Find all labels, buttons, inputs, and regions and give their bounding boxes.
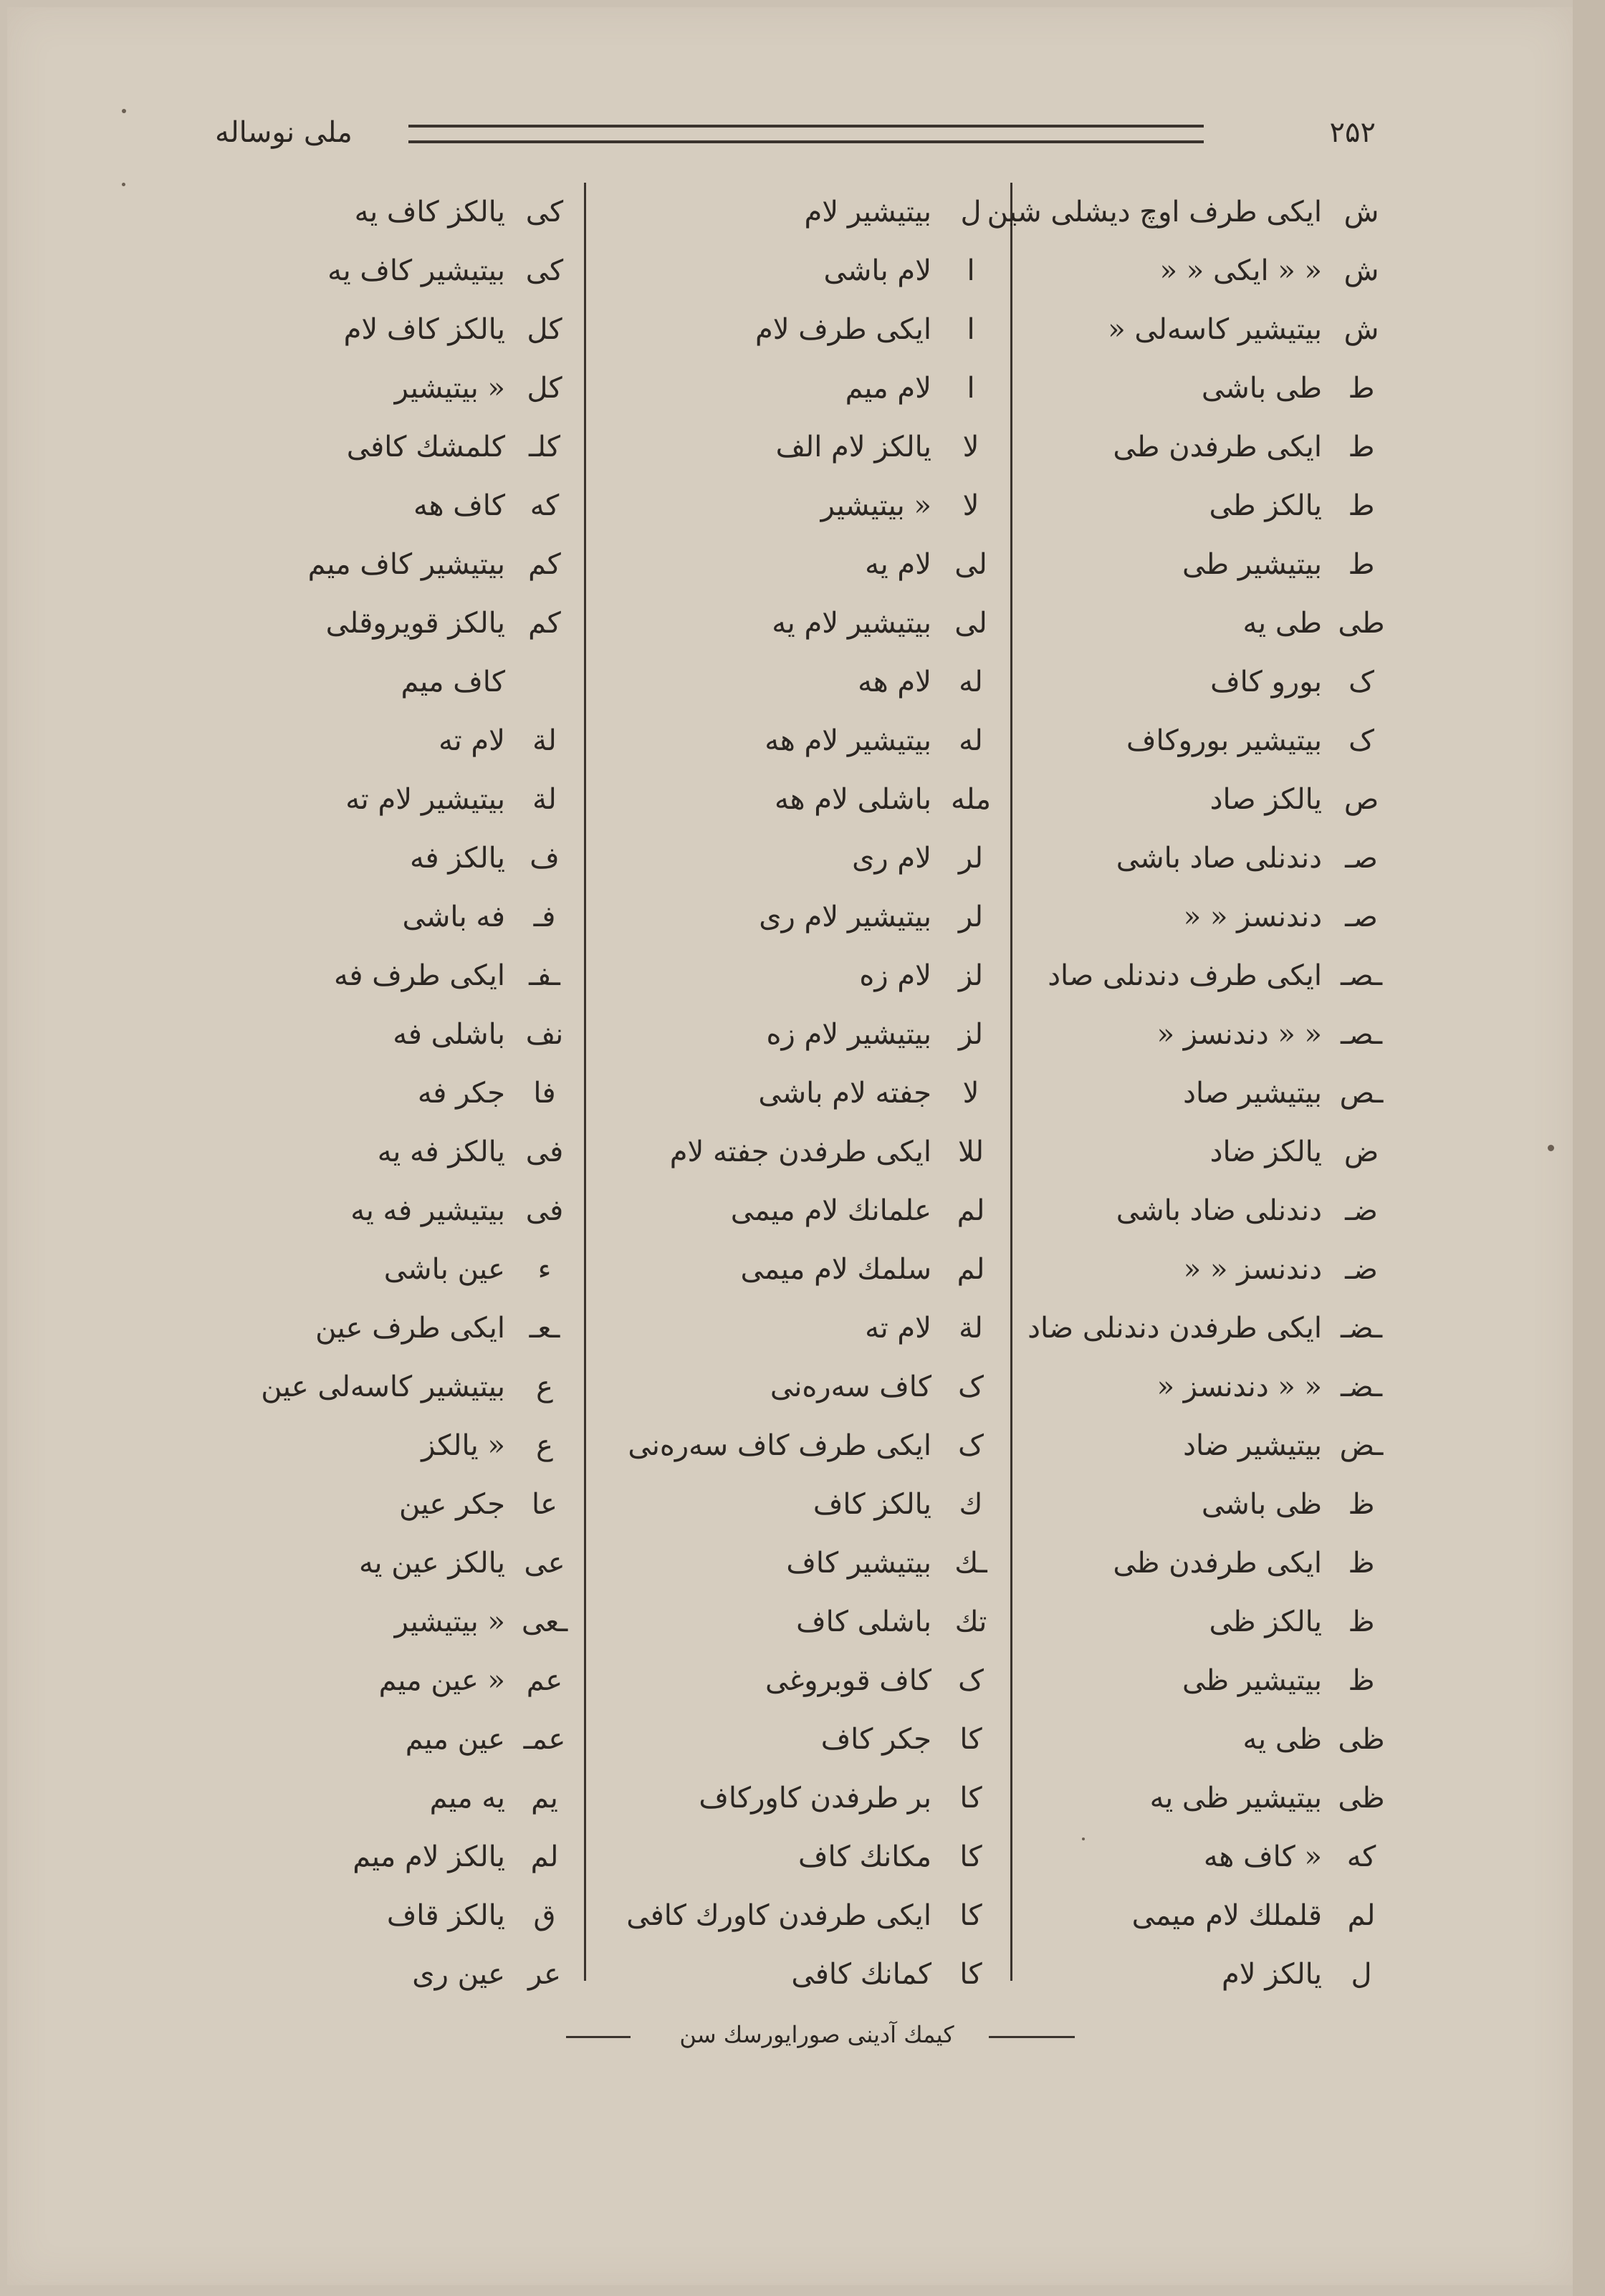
entry-row [613,1945,1000,2004]
ligature-description: بیتیشیر کاسه‌لی عین [261,1370,505,1403]
ligature-description: یه میم [429,1782,505,1815]
ligature-glyph: کلـ [528,431,560,463]
entry-row [1025,946,1390,1005]
entry-row [613,653,1000,711]
ligature-glyph: کی [525,196,564,229]
ligature-glyph: عر [528,1958,561,1991]
ligature-glyph: ظ [1348,1664,1375,1697]
ligature-description: « کاف هه [1203,1840,1322,1873]
ligature-glyph: عی [524,1547,565,1580]
entry-row [215,300,573,359]
ligature-glyph: ط [1348,548,1375,581]
ligature-description: « یالکز [421,1429,505,1462]
entry-row [1025,1710,1390,1769]
ligature-description: یالکز فه یه [377,1135,505,1168]
entry-row [215,1593,573,1651]
ligature-description: یالکز لام [1222,1958,1322,1991]
ligature-description: لام یه [865,548,931,581]
ligature-glyph: ظ [1348,1605,1375,1638]
column-middle [613,183,1000,1991]
entry-row [1025,1886,1390,1945]
ligature-description: بیتیشیر طی [1182,548,1322,581]
entry-row [215,594,573,653]
ligature-glyph: لر [958,842,984,875]
ligature-glyph: مله [950,783,992,816]
ligature-description: جکر عین [399,1488,505,1521]
ligature-description: ایکی طرف عین [315,1312,505,1345]
ligature-glyph: تك [954,1605,987,1638]
ligature-glyph: ک [958,1429,984,1462]
entry-row [613,711,1000,770]
ligature-glyph: ظ [1348,1488,1375,1521]
ligature-glyph: ک [958,1664,984,1697]
entry-row [215,1358,573,1416]
entry-row [215,1710,573,1769]
entry-row [613,300,1000,359]
ligature-glyph: ک [958,1370,984,1403]
ligature-glyph: لز [958,1018,984,1051]
entry-row [1025,1651,1390,1710]
entry-row [1025,418,1390,476]
entry-row [1025,653,1390,711]
ligature-description: بیتیشیر لام ته [345,783,505,816]
ligature-description: ایکی طرفدن کاورك کافی [626,1899,931,1932]
entry-row [1025,300,1390,359]
ligature-glyph: لی [954,607,987,640]
ligature-glyph: عا [531,1488,558,1521]
ligature-description: بیتیشیر کاف میم [307,548,505,581]
ligature-glyph: ـصـ [1340,1018,1383,1051]
ligature-glyph: ـعی [521,1605,568,1638]
entry-row [215,1416,573,1475]
page-edge [1573,0,1605,2296]
ligature-description: ایکی طرفدن ظی [1113,1547,1322,1580]
entry-row [613,1005,1000,1064]
entry-row [215,1651,573,1710]
ligature-glyph: ا [967,313,975,346]
ligature-glyph: کا [959,1782,982,1815]
ligature-description: طی یه [1242,607,1322,640]
ligature-description: بیتیشیر لام زه [766,1018,931,1051]
footer-rule [566,2036,631,2038]
ligature-description: ایکی طرفدن جفته لام [669,1135,931,1168]
entry-row [1025,359,1390,418]
ligature-description: « عین میم [378,1664,505,1697]
entry-row [215,359,573,418]
running-title: ملی نوساله [215,116,353,149]
entry-row [613,1534,1000,1593]
ligature-description: باشلی فه [393,1018,505,1051]
ligature-description: بیتیشیر فه یه [350,1194,505,1227]
ligature-description: لام هه [858,666,931,698]
ligature-glyph: یم [531,1782,558,1815]
ligature-glyph: ـك [954,1547,987,1580]
ligature-glyph: لا [962,431,979,463]
ligature-glyph: ش [1343,196,1379,229]
entry-row [1025,476,1390,535]
ligature-glyph: لم [957,1253,985,1286]
entry-row [215,1827,573,1886]
ligature-description: ایکی طرف کاف سه‌ره‌نی [628,1429,931,1462]
ligature-glyph: ـضـ [1340,1312,1383,1345]
entry-row [1025,1005,1390,1064]
entry-row [1025,535,1390,594]
ligature-glyph: ف [530,842,560,875]
ligature-glyph: کل [527,372,562,405]
ligature-description: یالکز لام میم [353,1840,505,1873]
ligature-glyph: ط [1348,431,1375,463]
entry-row [613,359,1000,418]
ligature-description: یالکز صاد [1209,783,1322,816]
ligature-description: عین باشی [383,1253,505,1286]
ligature-description: عین ری [412,1958,505,1991]
ligature-description: بیتیشیر بوروکاف [1126,724,1322,757]
ligature-glyph: ق [533,1899,556,1932]
entry-row [215,1475,573,1534]
ligature-description: یالکز فه [410,842,505,875]
ligature-glyph: ا [967,372,975,405]
ligature-glyph: فا [533,1077,556,1110]
ligature-description: یالکز ضاد [1209,1135,1322,1168]
ligature-glyph: ـضـ [1340,1370,1383,1403]
ligature-glyph: لر [958,900,984,933]
entry-row [1025,1416,1390,1475]
ligature-glyph: لم [957,1194,985,1227]
entry-row [215,535,573,594]
ligature-glyph: ط [1348,372,1375,405]
ligature-glyph: لة [532,724,557,757]
ligature-glyph: ش [1343,254,1379,287]
entry-row [613,1123,1000,1181]
ligature-glyph: لی [954,548,987,581]
ligature-description: بیتیشیر لام ری [759,900,931,933]
entry-row [1025,241,1390,300]
ligature-description: ایکی طرفدن طی [1113,431,1322,463]
ligature-description: قلملك لام میمی [1131,1899,1322,1932]
ligature-glyph: عم [526,1664,563,1697]
entry-row [613,1358,1000,1416]
ligature-description: لام زه [859,959,931,992]
ligature-glyph: کا [959,1840,982,1873]
entry-row [1025,1299,1390,1358]
ligature-description: ایکی طرفدن دندنلی ضاد [1027,1312,1322,1345]
ligature-description: سلمك لام میمی [740,1253,931,1286]
entry-row [215,1005,573,1064]
ligature-description: یالکز کاف یه [354,196,505,229]
ligature-description: عین میم [405,1723,505,1756]
header-rule [408,125,1204,143]
entry-row [613,1475,1000,1534]
ligature-description: طی باشی [1201,372,1322,405]
entry-row [215,829,573,888]
ligature-description: بیتیشیر کاسه‌لی « [1108,313,1322,346]
ligature-description: ظی باشی [1201,1488,1322,1521]
ligature-description: یالکز طی [1209,489,1322,522]
entry-row [215,946,573,1005]
entry-row [1025,1827,1390,1886]
ligature-glyph: ل [960,196,982,229]
ligature-description: بیتیشیر ظی یه [1149,1782,1322,1815]
ligature-description: لام ته [439,724,505,757]
entry-row [1025,1358,1390,1416]
ligature-description: بیتیشیر کاف [786,1547,931,1580]
ligature-glyph: فی [525,1135,564,1168]
ligature-description: « بیتیشیر [394,1605,505,1638]
entry-row [215,241,573,300]
entry-row [215,1299,573,1358]
column-right [987,183,1390,1991]
ligature-description: دندنسز « « [1183,1253,1322,1286]
entry-row [613,1769,1000,1827]
ligature-description: علمانك لام میمی [730,1194,931,1227]
entry-row [613,535,1000,594]
ligature-description: یالکز قاف [386,1899,505,1932]
entry-row [1025,829,1390,888]
ligature-description: مکانك کاف [798,1840,931,1873]
ligature-description: کمانك کافی [791,1958,931,1991]
entry-row [215,1945,573,2004]
entry-row [1025,1769,1390,1827]
ligature-description: لام میم [845,372,931,405]
ligature-description: « بیتیشیر [820,489,931,522]
entry-row [613,1240,1000,1299]
ligature-description: یالکز کاف لام [343,313,505,346]
ligature-description: « « ایکی « « [1159,254,1322,287]
ligature-glyph: لة [959,1312,983,1345]
entry-row [613,1710,1000,1769]
entry-row [613,1416,1000,1475]
ligature-description: بر طرفدن کاورکاف [699,1782,931,1815]
entry-row [613,594,1000,653]
ligature-glyph: للا [957,1135,984,1168]
ligature-description: بیتیشیر صاد [1183,1077,1322,1110]
ligature-description: یالکز کاف [813,1488,931,1521]
ligature-description: کاف هه [413,489,505,522]
entry-row [613,1651,1000,1710]
entry-row [613,1593,1000,1651]
ligature-glyph: صـ [1345,900,1378,933]
entry-row [613,770,1000,829]
entry-row [613,946,1000,1005]
ligature-description: ایکی طرف دندنلی صاد [1048,959,1322,992]
ligature-description: ایکی طرف لام [754,313,931,346]
ligature-glyph: کا [959,1899,982,1932]
ligature-glyph: طی [1338,607,1385,640]
entry-row [1025,1064,1390,1123]
ligature-description: کلمشك کافی [346,431,505,463]
ligature-description: « بیتیشیر [394,372,505,405]
ligature-glyph: ع [536,1370,553,1403]
ligature-glyph: لم [530,1840,559,1873]
ligature-glyph: لا [962,1077,979,1110]
ligature-description: « « دندنسز « [1156,1018,1322,1051]
ligature-description: فه باشی [402,900,505,933]
ligature-glyph: ضـ [1345,1253,1378,1286]
entry-row [613,418,1000,476]
ligature-description: جکر کاف [820,1723,931,1756]
ligature-description: دندنلی صاد باشی [1116,842,1322,875]
ligature-glyph: ك [959,1488,983,1521]
entry-row [215,1886,573,1945]
entry-row [215,183,573,241]
ligature-glyph: ـفـ [529,959,560,992]
ligature-glyph: فی [525,1194,564,1227]
entry-row [613,476,1000,535]
entry-row [1025,594,1390,653]
ligature-glyph: کم [528,607,561,640]
ligature-description: ظی یه [1242,1723,1322,1756]
entry-row [987,183,1390,241]
entry-row [613,1299,1000,1358]
ligature-description: باشلی لام هه [775,783,931,816]
entry-row [613,1064,1000,1123]
page-header [215,107,1376,158]
ligature-glyph: لز [958,959,984,992]
column-divider [584,183,586,1981]
page-number: ۲۵۲ [1329,116,1376,149]
ligature-glyph: که [530,489,560,522]
ligature-description: بیتیشیر ظی [1182,1664,1322,1697]
entry-row [215,476,573,535]
ligature-glyph: له [959,666,983,698]
ligature-description: لام ته [865,1312,931,1345]
ligature-glyph: فـ [533,900,556,933]
ligature-description: ایکی طرف اوچ دیشلی شین [987,196,1322,229]
entry-row [613,1181,1000,1240]
ligature-glyph [516,653,573,711]
ligature-description: بیتیشیر کاف یه [327,254,505,287]
ligature-glyph: کم [528,548,561,581]
ligature-description: بیتیشیر لام هه [765,724,931,757]
entry-row [215,418,573,476]
ligature-description: یالکز قویروقلی [325,607,505,640]
ligature-description: « « دندنسز « [1156,1370,1322,1403]
entry-row [613,183,1000,241]
entry-row [215,770,573,829]
ligature-description: یالکز ظی [1209,1605,1322,1638]
entry-row [613,829,1000,888]
ligature-glyph: لا [962,489,979,522]
ligature-description: باشلی کاف [796,1605,931,1638]
entry-row [215,1181,573,1240]
entry-row [613,1886,1000,1945]
entry-row [215,711,573,770]
entry-row [1025,1593,1390,1651]
ligature-glyph: ع [536,1429,553,1462]
entry-row [215,1769,573,1827]
ligature-description: یالکز لام الف [775,431,931,463]
ligature-glyph: ظی [1338,1782,1385,1815]
ligature-glyph: کا [959,1723,982,1756]
ligature-glyph: ء [537,1253,552,1286]
ligature-description: بیتیشیر لام [804,196,931,229]
ligature-glyph: لم [1347,1899,1376,1932]
ligature-glyph: که [1346,1840,1376,1873]
ligature-description: جکر فه [417,1077,505,1110]
entry-row [1025,1123,1390,1181]
entry-row [1025,1945,1390,2004]
ligature-glyph: صـ [1345,842,1378,875]
entry-row [215,653,573,711]
ligature-glyph: عمـ [523,1723,566,1756]
ligature-glyph: ظی [1338,1723,1385,1756]
ligature-glyph: ظ [1348,1547,1375,1580]
ligature-description: لام ری [852,842,931,875]
ligature-description: کاف قوبروغی [765,1664,931,1697]
entry-row [215,1064,573,1123]
ligature-description: جفته لام باشی [758,1077,931,1110]
ligature-description: یالکز عین یه [358,1547,505,1580]
ligature-glyph: ک [1348,724,1374,757]
entry-row [613,1827,1000,1886]
ligature-description: بیتیشیر لام یه [772,607,931,640]
ligature-glyph: کل [527,313,562,346]
ligature-glyph: لة [532,783,557,816]
ligature-glyph: ط [1348,489,1375,522]
ligature-glyph: نف [525,1018,564,1051]
entry-row [613,888,1000,946]
ligature-glyph: ـصـ [1340,959,1383,992]
ligature-glyph: کی [525,254,564,287]
ligature-description: لام باشی [823,254,931,287]
column-divider [1010,183,1012,1981]
ligature-glyph: ش [1343,313,1379,346]
ligature-description: کاف میم [401,666,505,698]
ligature-description: بیتیشیر ضاد [1183,1429,1322,1462]
entry-row [1025,1181,1390,1240]
entry-row [1025,1534,1390,1593]
ligature-description: ایکی طرف فه [333,959,505,992]
ligature-glyph: ـعـ [529,1312,560,1345]
entry-row [613,241,1000,300]
entry-row [1025,1475,1390,1534]
ligature-description: دندنسز « « [1183,900,1322,933]
entry-row [1025,711,1390,770]
ligature-description: دندنلی ضاد باشی [1116,1194,1322,1227]
footer-text: کیمك آدینی صورایورسك سن [679,2021,954,2048]
ligature-glyph: ل [1351,1958,1372,1991]
entry-row [215,1534,573,1593]
entry-row [215,1240,573,1299]
entry-row [1025,888,1390,946]
ligature-glyph: ضـ [1345,1194,1378,1227]
ligature-glyph: ا [967,254,975,287]
ligature-glyph: کا [959,1958,982,1991]
entry-row [1025,770,1390,829]
entry-row [1025,1240,1390,1299]
entry-row [215,888,573,946]
entry-row [215,1123,573,1181]
ligature-glyph: له [959,724,983,757]
ligature-description: کاف سه‌ره‌نی [770,1370,931,1403]
ligature-glyph: ض [1343,1135,1379,1168]
ligature-glyph: ـض [1339,1429,1384,1462]
ligature-description: بورو کاف [1210,666,1322,698]
ligature-glyph: ـص [1339,1077,1384,1110]
column-left [215,183,573,1991]
ligature-glyph: ک [1348,666,1374,698]
ligature-glyph: ص [1343,783,1379,816]
